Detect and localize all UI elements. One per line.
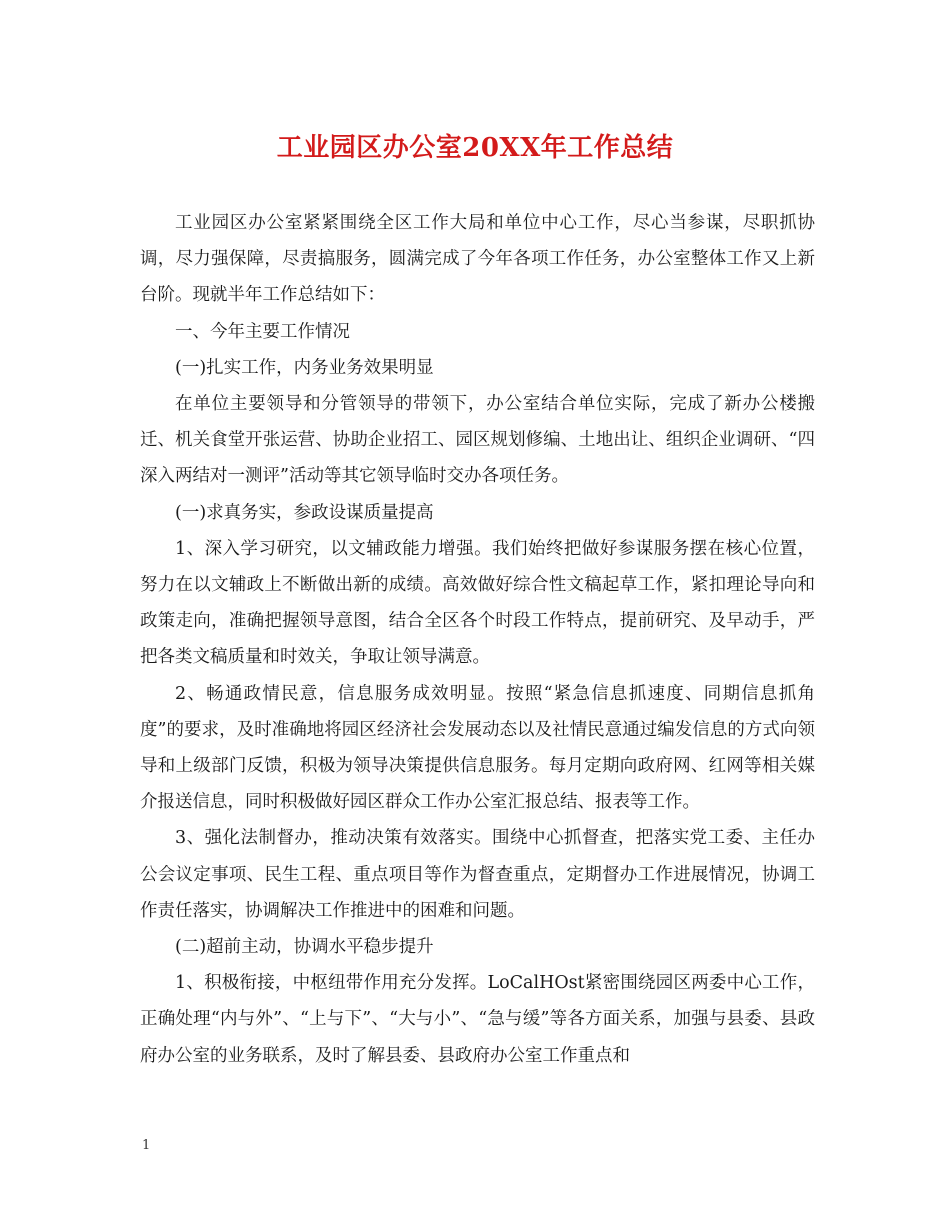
subsection-heading-1: (一)扎实工作，内务业务效果明显 [175,357,434,378]
paragraph-intro: 工业园区办公室紧紧围绕全区工作大局和单位中心工作，尽心当参谋，尽职抓协调，尽力强保障，尽责搞服务，圆满完成了今年各项工作任务，办公室整体工作又上新台阶。现就半年工作总结如下： [140,213,815,306]
section-heading-1: 一、今年主要工作情况 [175,321,350,342]
subsection-heading-3: (二)超前主动，协调水平稳步提升 [175,937,434,958]
subsection-heading-2: (一)求真务实，参政设谋质量提高 [175,502,434,523]
paragraph-item-2: 2、畅通政情民意，信息服务成效明显。按照“紧急信息抓速度、同期信息抓角度”的要求，及时准确地将园区经济社会发展动态以及社情民意通过编发信息的方式向领导和上级部门反馈，积极为领导决策提供信息服务。每月定期向政府网、红网等相关媒介报送信息，同时积极做好园区群众工作办公室汇报总结、报表等工作。 [140,683,815,813]
document-title: 工业园区办公室20XX年工作总结 [276,133,674,163]
paragraph-item-3: 3、强化法制督办，推动决策有效落实。围绕中心抓督查，把落实党工委、主任办公会议定事项、民生工程、重点项目等作为督查重点，定期督办工作进展情况，协调工作责任落实，协调解决工作推进中的困难和问题。 [140,828,815,921]
paragraph-internal-affairs: 在单位主要领导和分管领导的带领下，办公室结合单位实际，完成了新办公楼搬迁、机关食堂开张运营、协助企业招工、园区规划修编、土地出让、组织企业调研、“四深入两结对一测评”活动等其它领导临时交办各项任务。 [140,394,815,487]
paragraph-item-1: 1、深入学习研究，以文辅政能力增强。我们始终把做好参谋服务摆在核心位置，努力在以文辅政上不断做出新的成绩。高效做好综合性文稿起草工作，紧扣理论导向和政策走向，准确把握领导意图，结合全区各个时段工作特点，提前研究、及早动手，严把各类文稿质量和时效关，争取让领导满意。 [140,538,815,668]
page-number: 1 [142,1138,151,1153]
paragraph-coordination-1: 1、积极衔接，中枢纽带作用充分发挥。LoCalHOst紧密围绕园区两委中心工作，正确处理“内与外”、“上与下”、“大与小”、“急与缓”等各方面关系，加强与县委、县政府办公室的业务联系，及时了解县委、县政府办公室工作重点和 [140,973,815,1066]
document-body [140,205,815,1074]
